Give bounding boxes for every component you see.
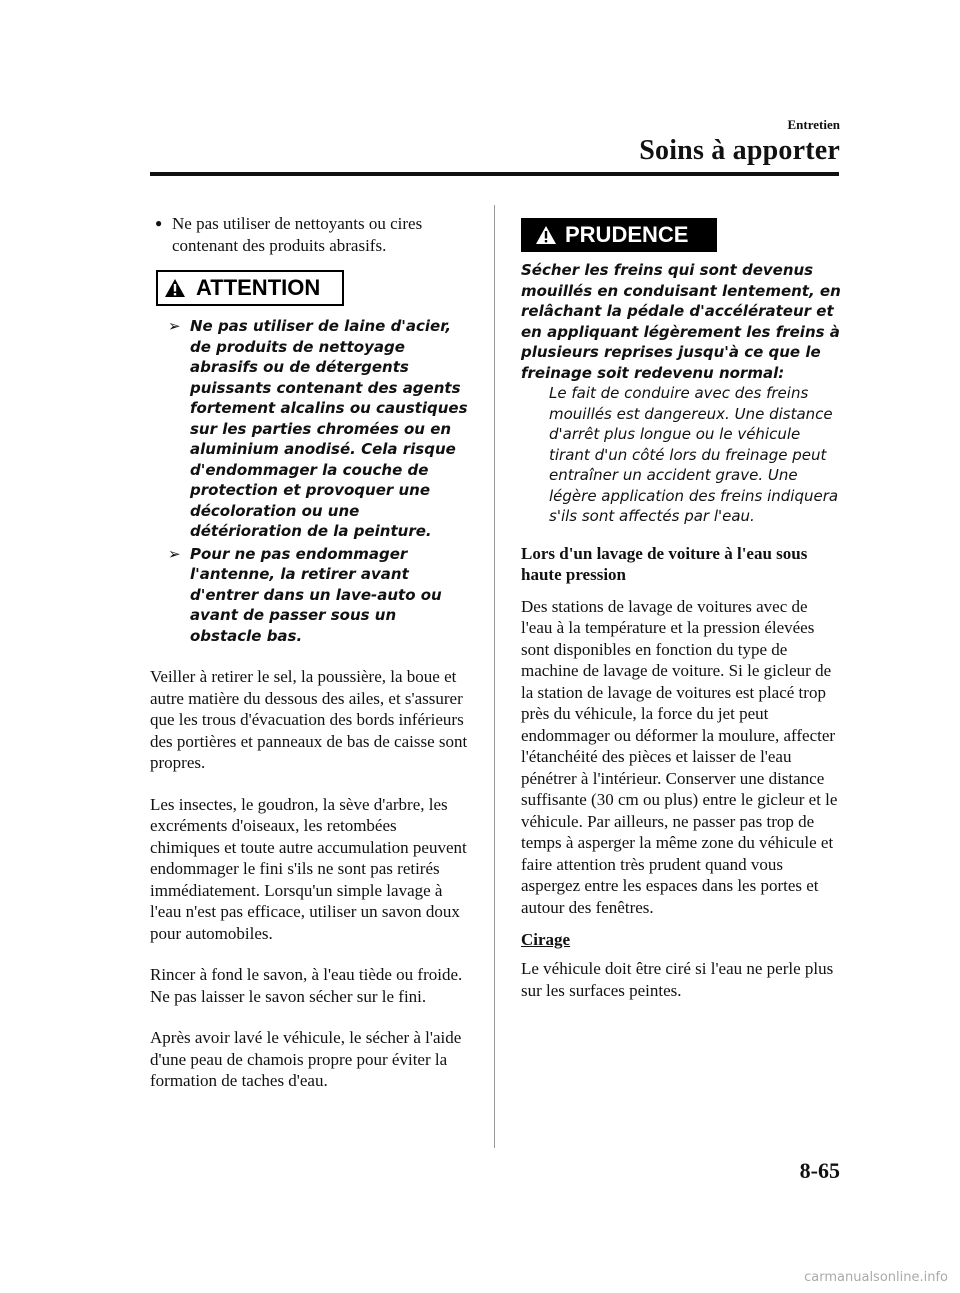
attention-item-text: Ne pas utiliser de laine d'acier, de produits de nettoyage abrasifs ou de détergents puissants contenant des agents fortement alcalins ou caustiques sur les parties chromées ou en aluminium anodisé. Cela risque d'endommager la couche de protection et provoquer une décoloration ou une détérioration de la peinture. xyxy=(190,317,468,540)
right-column xyxy=(521,218,841,1001)
paragraph: Après avoir lavé le véhicule, le sécher à l'aide d'une peau de chamois propre pour éviter la formation de taches d'eau. xyxy=(150,1028,462,1090)
arrow-right-icon: ➢ xyxy=(168,317,181,335)
warning-triangle-icon xyxy=(164,278,186,298)
attention-list xyxy=(150,316,470,646)
left-column xyxy=(150,213,470,1092)
attention-item xyxy=(162,544,470,647)
page-number: 8-65 xyxy=(799,1158,840,1183)
paragraph: Le véhicule doit être ciré si l'eau ne perle plus sur les surfaces peintes. xyxy=(521,959,834,1000)
attention-wrapper xyxy=(156,270,470,306)
paragraph: Les insectes, le goudron, la sève d'arbre, les excréments d'oiseaux, les retombées chimiques et toute autre accumulation peuvent endommager le fini s'ils ne sont pas retirés immédiatement. Lorsqu'un simple lavage à l'eau n'est pas efficace, utiliser un savon doux pour automobiles. xyxy=(150,794,467,943)
section-label: Entretien xyxy=(787,117,840,132)
paragraph: Des stations de lavage de voitures avec de l'eau à la température et la pression élevées sont disponibles en fonction du type de machine de lavage de voiture. Si le gicleur de la station de lavage de voitures est placé trop près du véhicule, la force du jet peut endommager ou déformer la moulure, affecter l'étanchéité des pièces et laisser de l'eau pénétrer à l'intérieur. Conserver une distance suffisante (30 cm ou plus) entre le gicleur et le véhicule. Par ailleurs, ne passer pas trop de temps à asperger la même zone du véhicule et faire attention très prudent quand vous aspergez entre les espaces dans les portes et autour des fenêtres. xyxy=(521,596,838,917)
cirage-heading: Cirage xyxy=(521,930,571,949)
watermark: carmanualsonline.info xyxy=(804,1270,948,1285)
prudence-label: PRUDENCE xyxy=(565,222,689,247)
prudence-lead: Sécher les freins qui sont devenus mouillés en conduisant lentement, en relâchant la pédale d'accélérateur et en appliquant légèrement les freins à plusieurs reprises jusqu'à ce que le freinage soit redevenu normal: xyxy=(521,261,841,382)
paragraph: Veiller à retirer le sel, la poussière, la boue et autre matière du dessous des ailes, et s'assurer que les trous d'évacuation des bords inférieurs des portières et panneaux de bas de caisse sont propres. xyxy=(150,667,468,772)
warning-triangle-icon xyxy=(535,225,557,245)
prudence-label-box xyxy=(521,218,717,252)
attention-label: ATTENTION xyxy=(196,275,321,300)
attention-item-text: Pour ne pas endommager l'antenne, la retirer avant d'entrer dans un lave-auto ou avant de passer sous un obstacle bas. xyxy=(190,544,442,645)
attention-label-box xyxy=(156,270,344,306)
bullet-dot-icon: ● xyxy=(155,216,163,230)
bullet-item xyxy=(150,213,470,256)
arrow-right-icon: ➢ xyxy=(168,544,181,563)
header-rule xyxy=(150,172,839,176)
subheading: Lors d'un lavage de voiture à l'eau sous haute pression xyxy=(521,543,808,584)
column-divider xyxy=(494,205,495,1148)
prudence-detail: Le fait de conduire avec des freins mouillés est dangereux. Une distance d'arrêt plus longue ou le véhicule tirant d'un côté lors du freinage peut entraîner un accident grave. Une légère application des freins indiquera s'ils sont affectés par l'eau. xyxy=(549,384,839,525)
paragraph: Rincer à fond le savon, à l'eau tiède ou froide. Ne pas laisser le savon sécher sur le fini. xyxy=(150,965,463,1006)
attention-item xyxy=(162,316,470,542)
bullet-text: Ne pas utiliser de nettoyants ou cires contenant des produits abrasifs. xyxy=(172,214,423,255)
page-title: Soins à apporter xyxy=(639,135,840,166)
